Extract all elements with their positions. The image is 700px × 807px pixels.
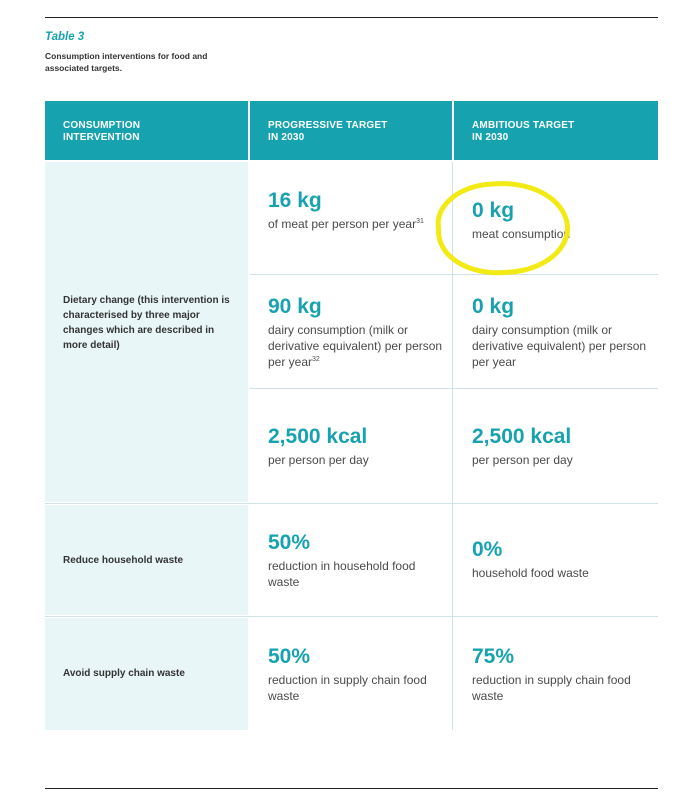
target-description: reduction in household food waste: [268, 559, 416, 589]
target-value: 16 kg: [268, 189, 322, 212]
target-value: 50%: [268, 645, 311, 668]
highlight-circle-annotation: [434, 178, 573, 279]
target-value: 90 kg: [268, 295, 322, 318]
target-description: reduction in supply chain food waste: [268, 673, 427, 703]
header-cell-ambitious: [454, 101, 658, 160]
bottom-rule: [45, 788, 658, 789]
target-description: of meat per person per year$^{31}$: [268, 217, 424, 231]
target-value: 0 kg: [472, 199, 515, 222]
target-description: meat consumption: [472, 227, 571, 241]
row-divider: [45, 616, 658, 617]
intervention-label: Reduce household waste: [63, 555, 184, 566]
cell-dairy-progressive: [268, 295, 443, 370]
row-divider: [250, 274, 658, 275]
target-value: 0%: [472, 538, 503, 561]
intervention-label: Dietary change (this intervention is characterised by three major changes which are described in more detail): [63, 295, 230, 351]
cell-supply-ambitious: [472, 645, 647, 704]
footnote-ref: 32: [312, 356, 320, 363]
cell-supply-progressive: [268, 645, 443, 704]
table-label: Table 3: [45, 31, 85, 43]
table-caption: Consumption interventions for food and associated targets.: [45, 51, 208, 73]
intervention-cell-dietary: [45, 162, 248, 502]
cell-household-progressive: [268, 531, 443, 590]
header-cell-intervention: [45, 101, 248, 160]
header-label: AMBITIOUS TARGET IN 2030: [472, 120, 575, 143]
header-label: CONSUMPTION INTERVENTION: [63, 120, 141, 143]
row-divider: [250, 388, 658, 389]
header-label: PROGRESSIVE TARGET IN 2030: [268, 120, 388, 143]
intervention-cell-supply: [45, 618, 248, 730]
target-value: 2,500 kcal: [472, 425, 572, 448]
target-value: 50%: [268, 531, 311, 554]
target-description: per person per day: [472, 453, 573, 467]
target-description: household food waste: [472, 566, 589, 580]
target-description: dairy consumption (milk or derivative equivalent) per person per year$^{32}$: [268, 323, 443, 369]
header-cell-progressive: [250, 101, 452, 160]
target-value: 0 kg: [472, 295, 515, 318]
cell-kcal-progressive: [268, 425, 443, 468]
target-description: dairy consumption (milk or derivative equivalent) per person per year: [472, 323, 647, 369]
intervention-label: Avoid supply chain waste: [63, 668, 185, 679]
target-value: 75%: [472, 645, 515, 668]
intervention-cell-household: [45, 505, 248, 615]
footnote-ref: 31: [416, 218, 424, 225]
target-value: 2,500 kcal: [268, 425, 368, 448]
target-description: reduction in supply chain food waste: [472, 673, 631, 703]
cell-kcal-ambitious: [472, 425, 647, 468]
cell-household-ambitious: [472, 538, 647, 581]
row-divider: [45, 503, 658, 504]
top-rule: [45, 17, 658, 18]
cell-meat-progressive: [268, 189, 443, 232]
cell-dairy-ambitious: [472, 295, 647, 370]
target-description: per person per day: [268, 453, 369, 467]
